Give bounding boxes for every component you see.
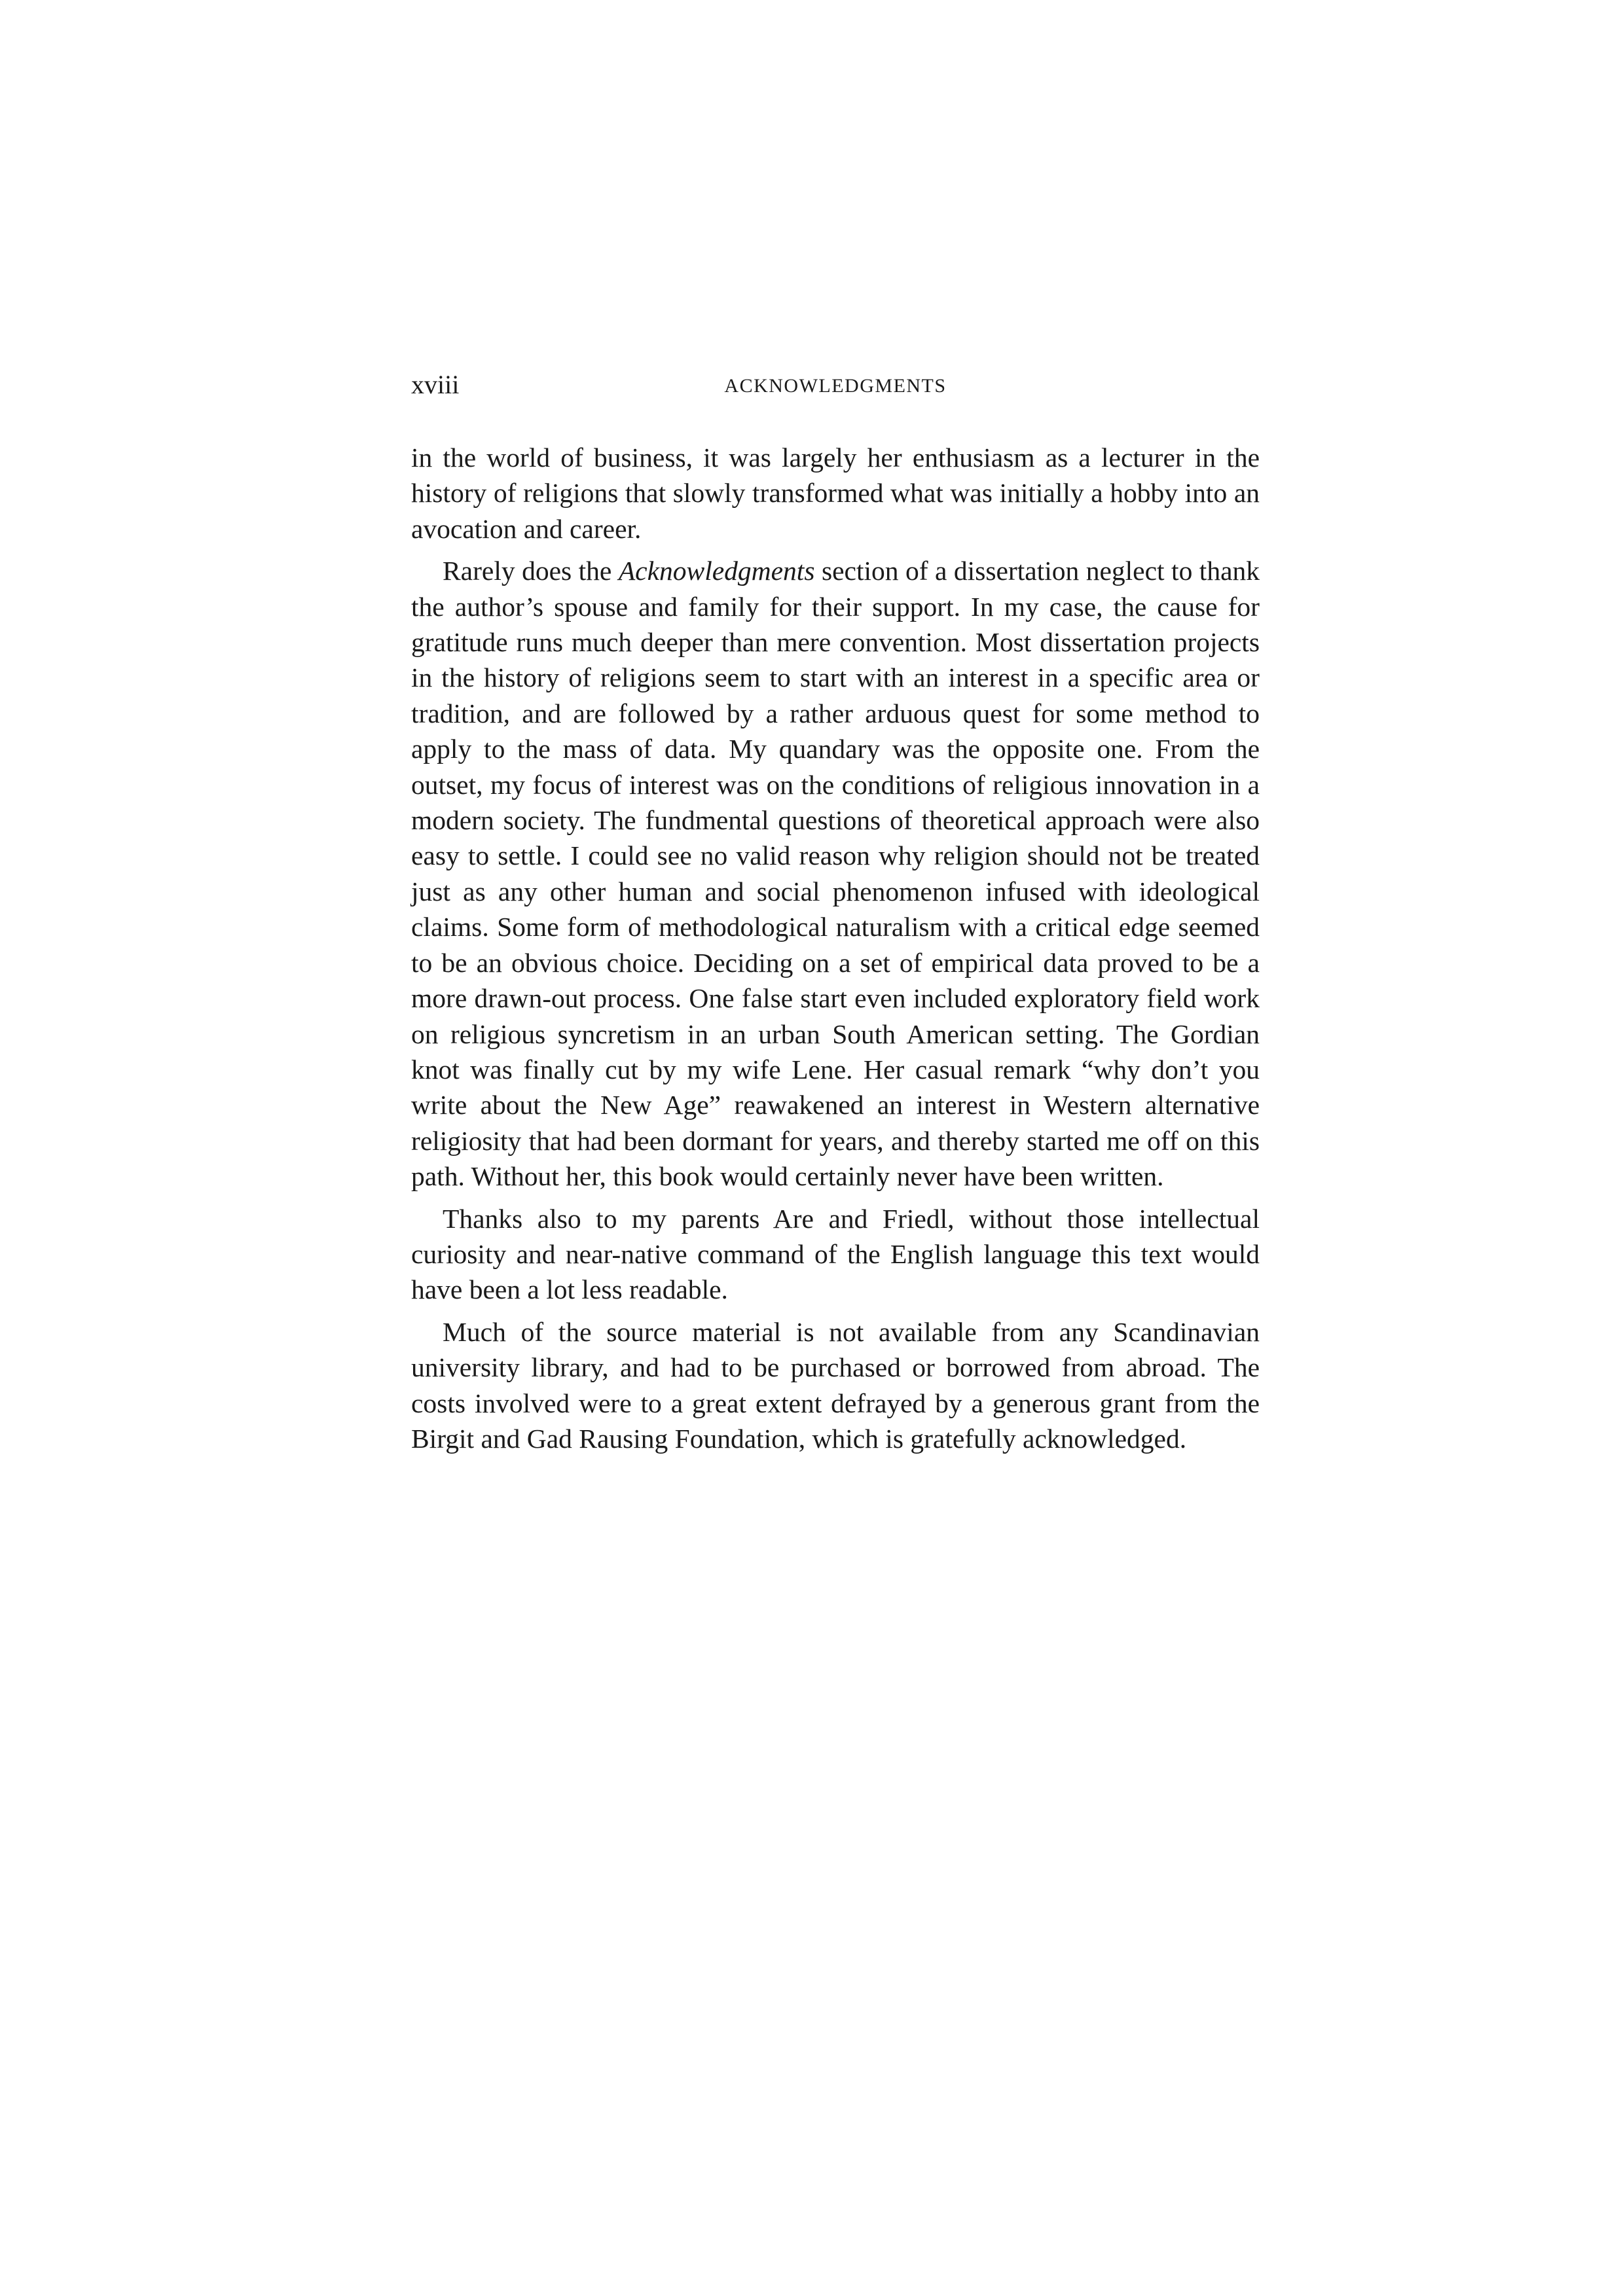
paragraph-1: in the world of business, it was largely her enthusiasm as a lecturer in the history of religions that slowly transformed what was initially a hobby into an avocation and career. xyxy=(411,442,1260,544)
body-text xyxy=(411,440,1260,1456)
paragraph-2 xyxy=(411,553,1260,1194)
acknowledgments-italic: Acknowledgments xyxy=(618,556,815,586)
paragraph-2-lead: Rarely does the xyxy=(443,556,619,586)
page-number: xviii xyxy=(411,370,460,399)
paragraph-2-rest: section of a dissertation neglect to thank the author’s spouse and family for their support. In my case, the cause for gratitude runs much deeper than mere convention. Most dissertation projects in the history of religions seem to start with an interest in a specific area or tradition, and are followed by a rather arduous quest for some method to apply to the mass of data. My quandary was the opposite one. From the outset, my focus of interest was on the conditions of religious innovation in a modern society. The fundmental questions of theoretical approach were also easy to settle. I could see no valid reason why religion should not be treated just as any other human and social phenomenon infused with ideological claims. Some form of methodological naturalism with a critical edge seemed to be an obvious choice. Deciding on a set of empirical data proved to be a more drawn-out process. One false start even included exploratory field work on religious syncretism in an urban South American setting. The Gordian knot was finally cut by my wife Lene. Her casual remark “why don’t you write about the New Age” reawakened an interest in Western alternative religiosity that had been dormant for years, and thereby started me off on this path. Without her, this book would certainly never have been written. xyxy=(411,556,1260,1192)
running-head xyxy=(411,367,1260,403)
paragraph-4: Much of the source material is not available from any Scandinavian university library, and had to be purchased or borrowed from abroad. The costs involved were to a great extent defrayed by a generous grant from the Birgit and Gad Rausing Foundation, which is gratefully acknowledged. xyxy=(411,1316,1260,1454)
section-title: ACKNOWLEDGMENTS xyxy=(724,375,947,397)
page-text-block xyxy=(411,367,1260,1456)
paragraph-3: Thanks also to my parents Are and Friedl, without those intellectual curiosity and near-native command of the English language this text would have been a lot less readable. xyxy=(411,1203,1260,1305)
